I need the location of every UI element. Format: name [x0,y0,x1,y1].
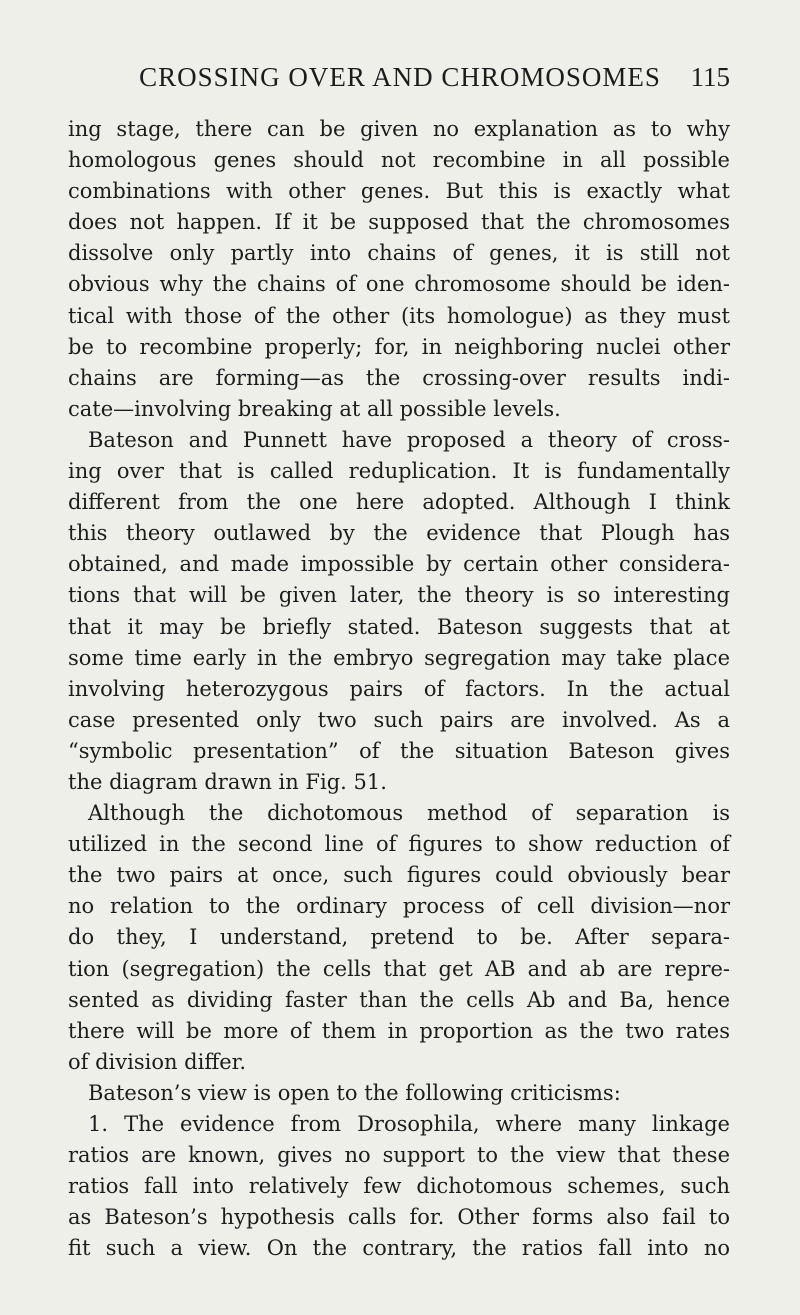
text-line: some time early in the embryo segregation may take place [68,645,730,670]
text-line: this theory outlawed by the evidence that Plough has [68,521,730,546]
text-line: ratios are known, gives no support to the view that these [68,1143,730,1168]
text-line: there will be more of them in proportion as the two rates [68,1018,730,1043]
text-line: tion (segregation) the cells that get AB and ab are repre- [68,956,730,981]
page-number: 115 [690,62,730,92]
text-line: that it may be briefly stated. Bateson suggests that at [68,614,730,639]
text-line: the two pairs at once, such figures could obviously bear [68,863,730,888]
text-line: the diagram drawn in Fig. 51. [68,769,387,794]
text-line: different from the one here adopted. Although I think [68,490,730,515]
text-line: obtained, and made impossible by certain other considera- [68,552,730,577]
text-line: fit such a view. On the contrary, the ratios fall into no [68,1236,730,1261]
text-line: combinations with other genes. But this is exactly what [68,179,730,204]
text-line: tical with those of the other (its homologue) as they must [68,303,730,328]
text-line: involving heterozygous pairs of factors. In the actual [68,676,730,701]
text-line: homologous genes should not recombine in all possible [68,148,730,173]
page-header [0,60,800,94]
text-line: chains are forming—as the crossing-over results indi- [68,365,730,390]
text-line: Bateson’s view is open to the following criticisms: [88,1080,621,1105]
text-line: of division differ. [68,1049,247,1074]
text-line: case presented only two such pairs are involved. As a [68,707,730,732]
text-line: be to recombine properly; for, in neighboring nuclei other [68,334,730,359]
text-line: obvious why the chains of one chromosome should be iden- [68,272,730,297]
running-title: CROSSING OVER AND CHROMOSOMES [139,62,661,92]
text-line: utilized in the second line of figures to show reduction of [68,832,730,857]
text-line: “symbolic presentation” of the situation Bateson gives [68,738,730,763]
text-line: no relation to the ordinary process of cell division—nor [68,894,730,919]
text-line: cate—involving breaking at all possible levels. [68,396,561,421]
text-line: ratios fall into relatively few dichotomous schemes, such [68,1174,730,1199]
text-line: Although the dichotomous method of separation is [88,801,730,826]
text-line: 1. The evidence from Drosophila, where many linkage [88,1112,730,1136]
text-line: dissolve only partly into chains of genes, it is still not [68,241,730,266]
text-line: tions that will be given later, the theory is so interesting [68,583,730,608]
text-line: as Bateson’s hypothesis calls for. Other forms also fail to [68,1205,730,1230]
text-line: sented as dividing faster than the cells Ab and Ba, hence [68,987,730,1012]
text-line: does not happen. If it be supposed that the chromosomes [68,210,730,235]
text-line: Bateson and Punnett have proposed a theory of cross- [88,427,730,452]
body-text [68,114,730,1264]
text-line: ing stage, there can be given no explanation as to why [68,117,730,141]
text-line: do they, I understand, pretend to be. After separa- [68,925,730,950]
text-line: ing over that is called reduplication. It is fundamentally [68,459,730,484]
